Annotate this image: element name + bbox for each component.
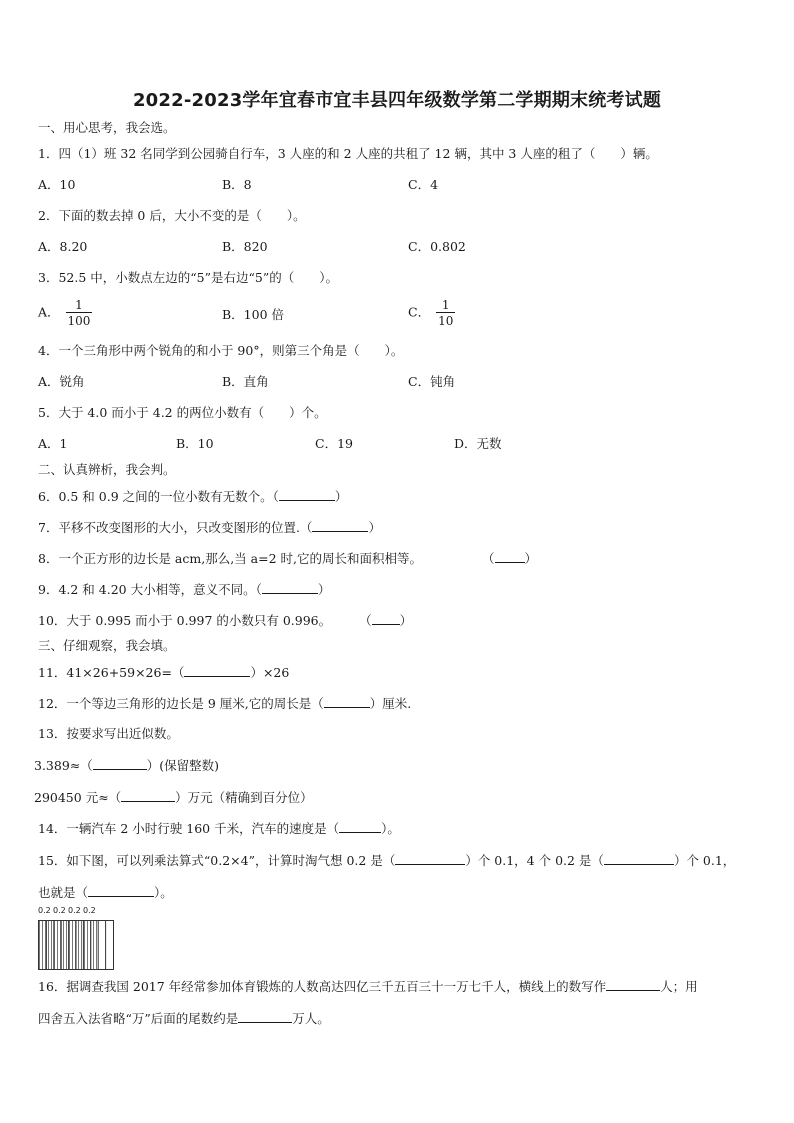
question-4-option-b: B．直角 <box>222 374 269 389</box>
decimal-strip-shading <box>39 921 113 969</box>
question-15-text-1: 15．如下图，可以列乘法算式“0.2×4”，计算时淘气想 0.2 是（ <box>38 853 396 868</box>
question-8 <box>38 550 537 567</box>
question-16-line-1 <box>38 978 698 995</box>
decimal-strip-figure <box>38 906 114 970</box>
question-4-stem: 4．一个三角形中两个锐角的和小于 90°，则第三个角是（ ）。 <box>38 343 404 358</box>
question-1-option-c: C．4 <box>408 177 439 192</box>
question-13-line-1 <box>34 757 219 774</box>
question-6 <box>38 488 347 505</box>
answer-blank[interactable] <box>262 581 318 594</box>
answer-blank[interactable] <box>604 852 674 865</box>
answer-blank[interactable] <box>324 695 370 708</box>
question-13-line-1-close: ）(保留整数) <box>146 758 220 773</box>
question-7 <box>38 519 381 536</box>
question-16-line-2-text: 四舍五入法省略“万”后面的尾数约是 <box>38 1011 239 1026</box>
question-2-option-c: C．0.802 <box>408 239 466 254</box>
question-15-line-2 <box>38 884 173 901</box>
answer-blank[interactable] <box>88 884 154 897</box>
question-10-text: 10．大于 0.995 而小于 0.997 的小数只有 0.996。 <box>38 613 332 628</box>
question-13-line-2-close: ）万元（精确到百分位） <box>175 790 313 805</box>
figure-label: 0.2 <box>83 906 96 915</box>
figure-labels <box>38 906 114 918</box>
figure-label: 0.2 <box>53 906 66 915</box>
question-5-stem: 5．大于 4.0 而小于 4.2 的两位小数有（ ）个。 <box>38 405 327 420</box>
question-7-text: 7．平移不改变图形的大小，只改变图形的位置.（ <box>38 520 313 535</box>
question-16-line-2-close: 万人。 <box>292 1011 330 1026</box>
question-9 <box>38 581 330 598</box>
question-8-close: ） <box>524 551 538 566</box>
question-5-option-b: B．10 <box>176 436 214 451</box>
question-8-open: （ <box>481 551 495 566</box>
question-13-line-1-text: 3.389≈（ <box>34 758 93 773</box>
fraction-denominator: 10 <box>438 314 454 328</box>
question-3-option-a <box>38 298 92 328</box>
question-16-text-1: 16．据调查我国 2017 年经常参加体育锻炼的人数高达四亿三千五百三十一万七千人，横线上的数写作 <box>38 979 607 994</box>
question-4-option-c: C．钝角 <box>408 374 456 389</box>
fraction-denominator: 100 <box>67 314 91 328</box>
question-15-line-2-text: 也就是（ <box>38 885 89 900</box>
question-10 <box>38 612 412 629</box>
question-6-text: 6．0.5 和 0.9 之间的一位小数有无数个。（ <box>38 489 279 504</box>
question-1-option-a: A．10 <box>38 177 76 192</box>
section-heading-1: 一、用心思考，我会选。 <box>38 120 176 135</box>
question-3-stem: 3．52.5 中，小数点左边的“5”是右边“5”的（ ）。 <box>38 270 338 285</box>
question-8-text: 8．一个正方形的边长是 acm,那么,当 a=2 时,它的周长和面积相等。 <box>38 551 422 566</box>
page-title: 2022-2023学年宜春市宜丰县四年级数学第二学期期末统考试题 <box>132 90 662 111</box>
question-14 <box>38 820 400 837</box>
option-prefix: C． <box>408 304 431 320</box>
question-3-option-b: B．100 倍 <box>222 307 285 322</box>
question-15-text-3: ）个 0.1， <box>673 853 736 868</box>
figure-label: 0.2 <box>38 906 51 915</box>
question-2-option-a: A．8.20 <box>38 239 88 254</box>
question-15-text-2: ）个 0.1，4 个 0.2 是（ <box>465 853 604 868</box>
question-6-close: ） <box>334 489 348 504</box>
answer-blank[interactable] <box>606 978 660 991</box>
answer-blank[interactable] <box>238 1010 292 1023</box>
answer-blank[interactable] <box>339 820 381 833</box>
fraction-numerator: 1 <box>441 298 450 312</box>
question-15-line-1 <box>38 852 735 869</box>
question-10-close: ） <box>399 613 413 628</box>
question-2-stem: 2．下面的数去掉 0 后，大小不变的是（ ）。 <box>38 208 306 223</box>
question-9-close: ） <box>317 582 331 597</box>
question-1-stem: 1．四（1）班 32 名同学到公园骑自行车，3 人座的和 2 人座的共租了 12 辆，其中 3 人座的租了（ ）辆。 <box>38 146 658 161</box>
question-4-option-a: A．锐角 <box>38 374 85 389</box>
question-5-option-a: A．1 <box>38 436 68 451</box>
question-16-line-2 <box>38 1010 330 1027</box>
question-11 <box>38 664 289 681</box>
section-heading-2: 二、认真辨析，我会判。 <box>38 462 176 477</box>
question-5-option-c: C．19 <box>315 436 353 451</box>
question-7-close: ） <box>368 520 381 535</box>
question-11-close: ）×26 <box>250 665 290 680</box>
question-15-line-2-close: ）。 <box>154 885 173 900</box>
question-13-line-2-text: 290450 元≈（ <box>34 790 122 805</box>
question-5-option-d: D．无数 <box>454 436 502 451</box>
option-prefix: A． <box>38 304 60 320</box>
answer-blank[interactable] <box>372 612 400 625</box>
question-12 <box>38 695 411 712</box>
answer-blank[interactable] <box>395 852 465 865</box>
fraction-one-tenth <box>436 298 455 328</box>
question-9-text: 9．4.2 和 4.20 大小相等，意义不同。（ <box>38 582 262 597</box>
question-10-open: （ <box>359 613 372 628</box>
question-14-text: 14．一辆汽车 2 小时行驶 160 千米，汽车的速度是（ <box>38 821 340 836</box>
decimal-strip <box>38 920 114 970</box>
question-13-stem: 13．按要求写出近似数。 <box>38 726 179 741</box>
question-12-close: ）厘米. <box>369 696 412 711</box>
answer-blank[interactable] <box>93 757 147 770</box>
fraction-one-hundredth <box>66 298 93 328</box>
figure-label: 0.2 <box>68 906 81 915</box>
section-heading-3: 三、仔细观察，我会填。 <box>38 638 176 653</box>
question-13-line-2 <box>34 789 313 806</box>
answer-blank[interactable] <box>121 789 175 802</box>
answer-blank[interactable] <box>495 550 525 563</box>
question-16-text-2: 人；用 <box>660 979 698 994</box>
fraction-numerator: 1 <box>75 298 83 312</box>
answer-blank[interactable] <box>312 519 368 532</box>
question-2-option-b: B．820 <box>222 239 268 254</box>
question-3-option-c <box>408 298 455 328</box>
question-11-text: 11．41×26+59×26=（ <box>38 665 185 680</box>
question-12-text: 12．一个等边三角形的边长是 9 厘米,它的周长是（ <box>38 696 324 711</box>
question-1-option-b: B．8 <box>222 177 252 192</box>
answer-blank[interactable] <box>279 488 335 501</box>
answer-blank[interactable] <box>184 664 250 677</box>
question-14-close: ）。 <box>381 821 400 836</box>
